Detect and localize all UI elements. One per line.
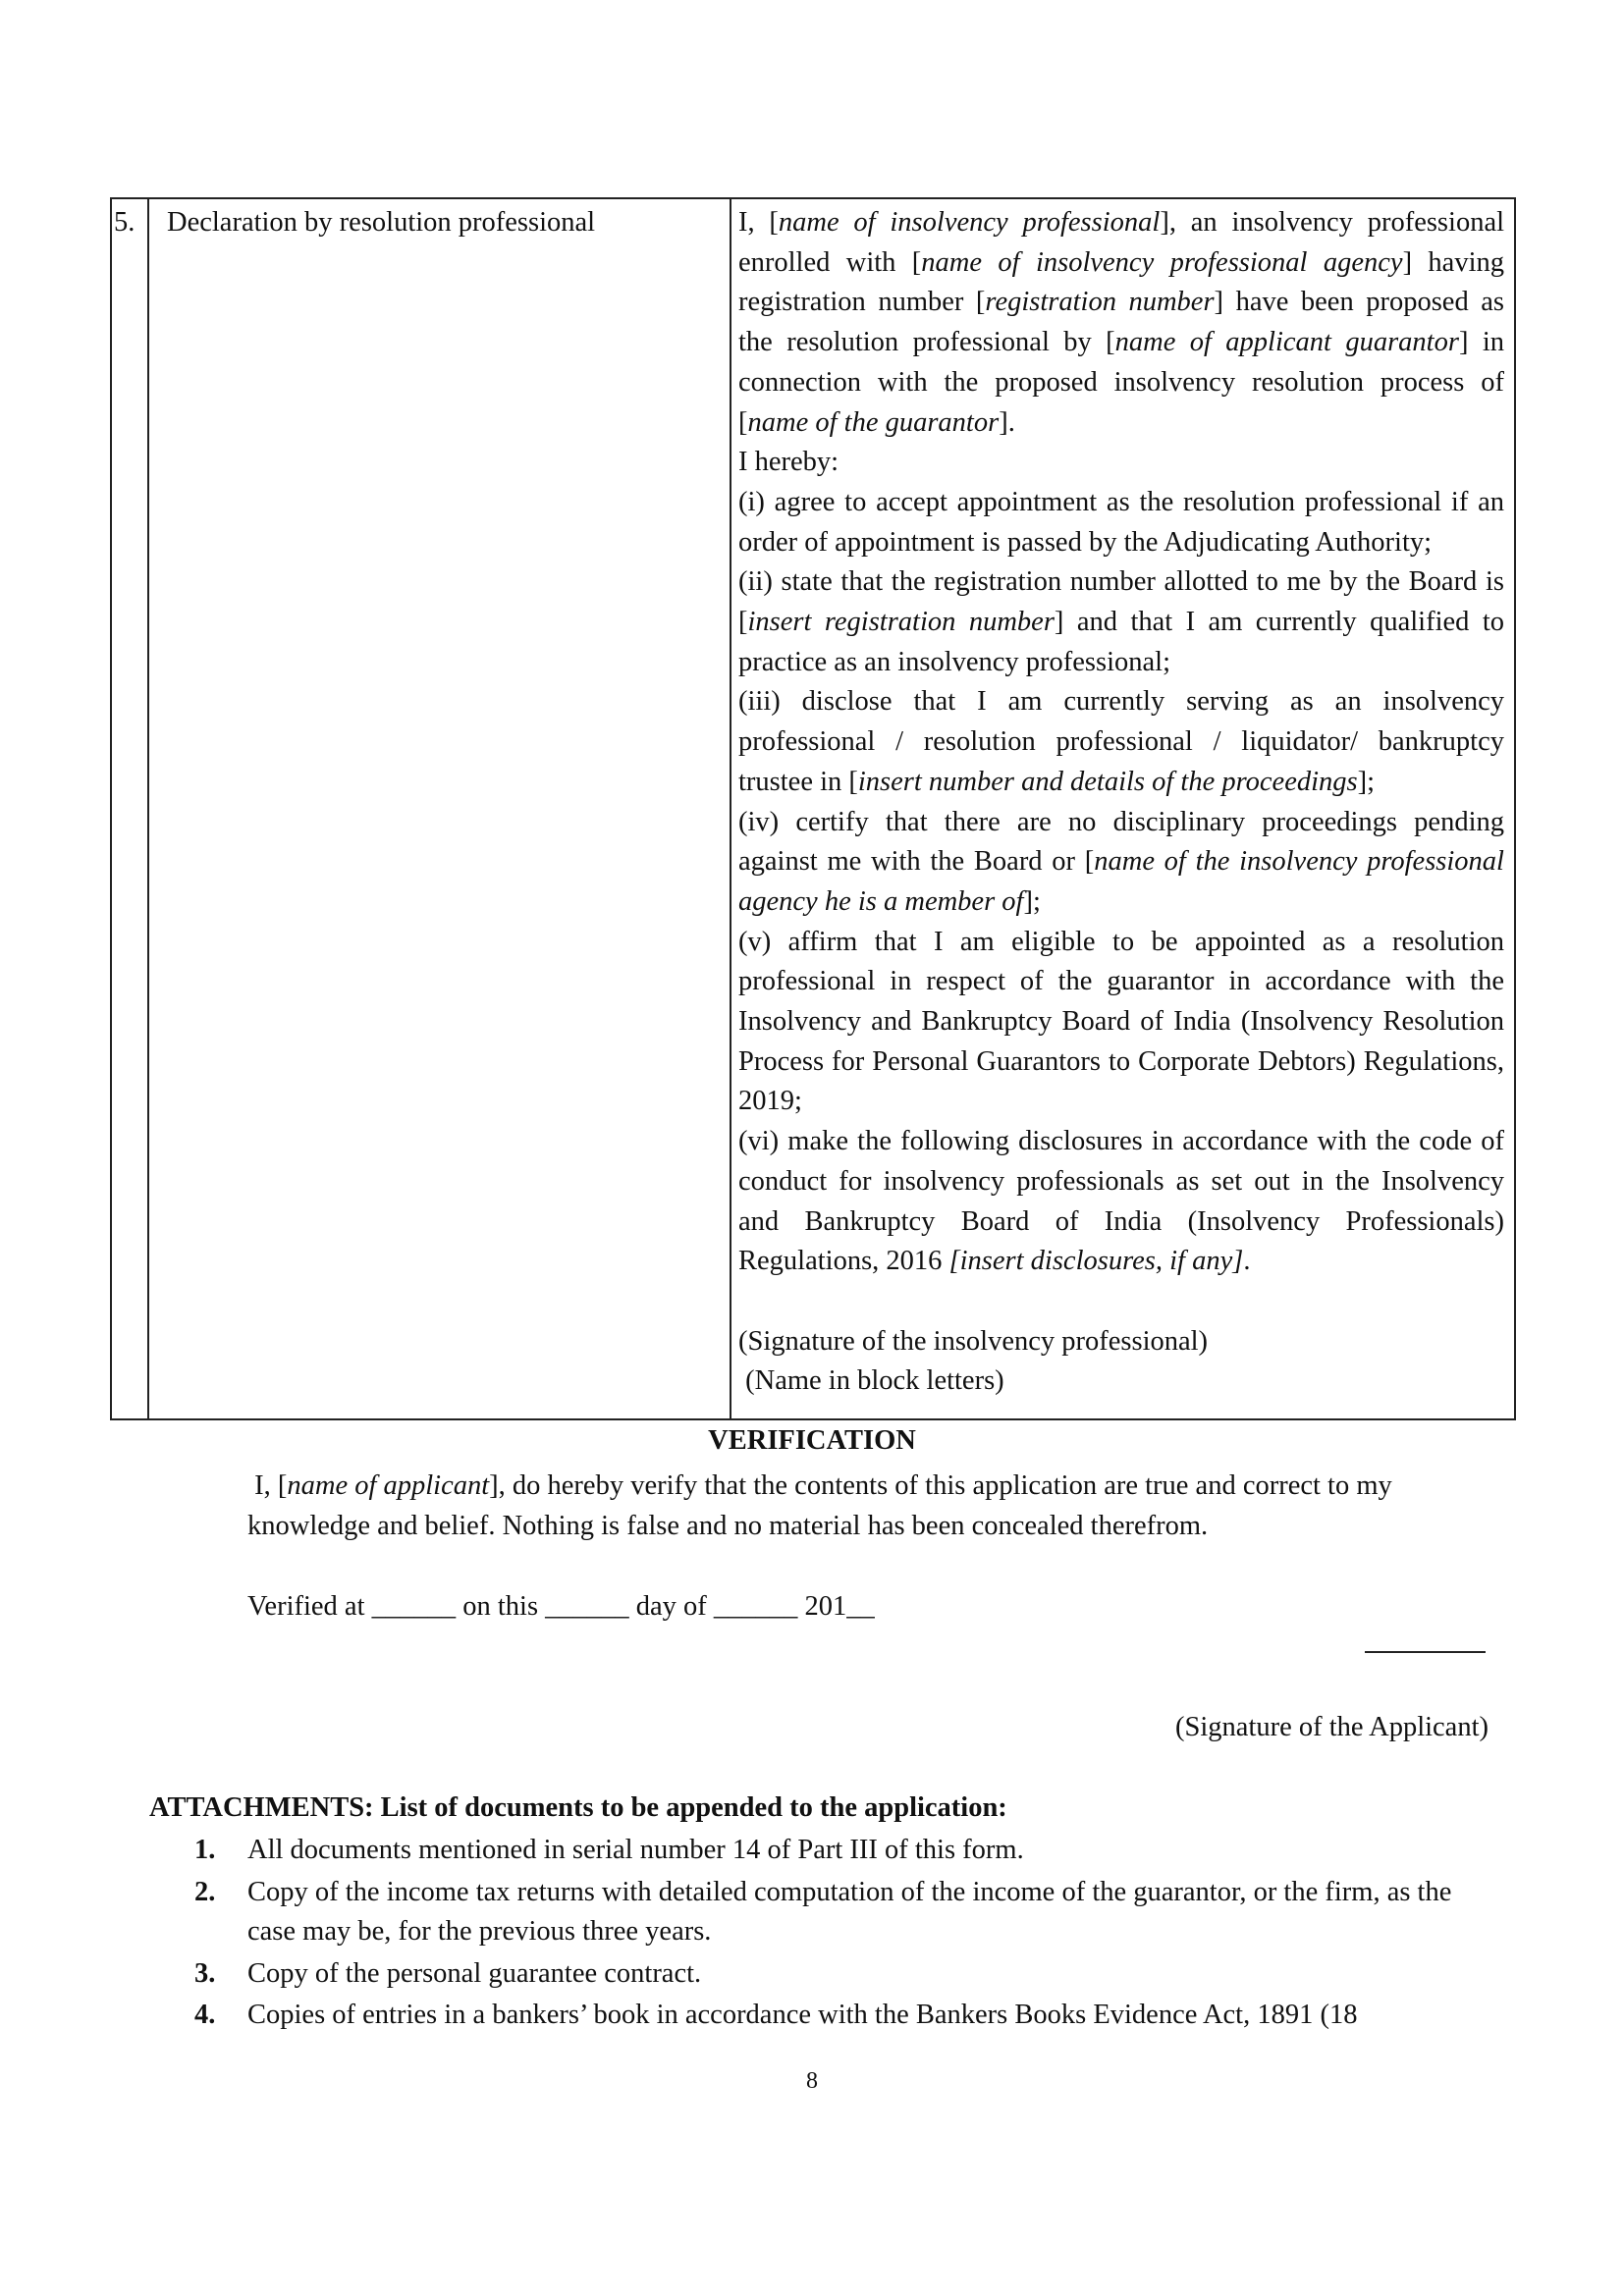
placeholder-text: insert number and details of the proceedings bbox=[857, 766, 1358, 797]
attachment-text: All documents mentioned in serial number 14 of Part III of this form. bbox=[247, 1835, 1024, 1865]
attachment-number: 3. bbox=[194, 1957, 216, 1989]
name-in-block-letters-label: (Name in block letters) bbox=[738, 1365, 1004, 1397]
text-run: (ii) state that the registration number allotted to me by the Board is [ bbox=[738, 566, 1504, 638]
declaration-clause bbox=[738, 483, 1504, 562]
declaration-clause bbox=[738, 562, 1504, 682]
placeholder-text: name of applicant bbox=[287, 1470, 490, 1501]
text-run: ] having registration number [ bbox=[738, 246, 1504, 318]
placeholder-text: registration number bbox=[985, 287, 1215, 318]
declaration-clause bbox=[738, 1122, 1504, 1282]
text-run: . bbox=[1243, 1246, 1251, 1277]
attachment-item bbox=[194, 1873, 1500, 1952]
placeholder-text: name of the guarantor bbox=[747, 406, 1000, 438]
attachment-number: 1. bbox=[194, 1835, 216, 1865]
professional-signature-label: (Signature of the insolvency professional) bbox=[738, 1325, 1209, 1357]
placeholder-text: insert registration number bbox=[747, 607, 1055, 638]
attachment-text: Copies of entries in a bankers’ book in accordance with the Bankers Books Evidence Act, 1891 (18 bbox=[247, 2000, 1358, 2030]
attachment-item bbox=[194, 1996, 1500, 2036]
declaration-table bbox=[110, 197, 1516, 1420]
attachment-item bbox=[194, 1954, 1500, 1995]
verification-statement bbox=[247, 1467, 1494, 1546]
attachment-number: 4. bbox=[194, 2000, 216, 2030]
placeholder-text: [insert disclosures, if any] bbox=[948, 1246, 1244, 1277]
attachments-heading: ATTACHMENTS: List of documents to be appended to the application: bbox=[149, 1792, 1007, 1823]
declaration-hereby: I hereby: bbox=[738, 447, 839, 478]
text-run: I, [ bbox=[738, 207, 779, 238]
field-label-cell bbox=[149, 199, 731, 1418]
verification-date-line: Verified at ______ on this ______ day of ______ 201__ bbox=[247, 1591, 875, 1622]
text-run: ]. bbox=[999, 406, 1015, 438]
attachment-text: Copy of the income tax returns with detailed computation of the income of the guarantor, or the firm, as the case may be, for the previous three years. bbox=[247, 1876, 1452, 1947]
text-run: ]; bbox=[1357, 766, 1376, 797]
text-run: ] have been proposed as the resolution professional by [ bbox=[738, 287, 1504, 358]
text-run: (iii) disclose that I am currently serving as an insolvency professional / resolution professional / liquidator/ bankruptcy trustee in [ bbox=[738, 686, 1504, 797]
placeholder-text: name of the insolvency professional agency he is a member of bbox=[738, 846, 1504, 917]
text-run: I, [ bbox=[247, 1470, 288, 1501]
placeholder-text: name of insolvency professional bbox=[778, 207, 1161, 238]
declaration-intro bbox=[738, 203, 1504, 443]
serial-number-cell bbox=[112, 199, 149, 1418]
text-run: ], an insolvency professional enrolled with [ bbox=[738, 207, 1505, 278]
text-run: ]; bbox=[1023, 885, 1041, 917]
attachment-text: Copy of the personal guarantee contract. bbox=[247, 1957, 702, 1989]
applicant-signature-label: (Signature of the Applicant) bbox=[1175, 1712, 1489, 1742]
applicant-signature-line bbox=[1365, 1651, 1486, 1653]
text-run: (vi) make the following disclosures in accordance with the code of conduct for insolvency professionals as set out in the Insolvency and Bankruptcy Board of India (Insolvency Professionals) Regulations, 2016 bbox=[738, 1126, 1504, 1277]
field-label: Declaration by resolution professional bbox=[167, 207, 596, 238]
declaration-body-cell bbox=[731, 199, 1514, 1418]
serial-number: 5. bbox=[114, 207, 135, 238]
declaration-clause bbox=[738, 682, 1504, 802]
text-run: (v) affirm that I am eligible to be appointed as a resolution professional in respect of the guarantor in accordance with the Insolvency and Bankruptcy Board of India (Insolvency Resolution Process for Personal Guarantors to Corporate Debtors) Regulations, 2019; bbox=[738, 926, 1504, 1117]
attachment-number: 2. bbox=[194, 1876, 216, 1907]
placeholder-text: name of applicant guarantor bbox=[1114, 327, 1459, 358]
text-run: (i) agree to accept appointment as the resolution professional if an order of appointment is passed by the Adjudicating Authority; bbox=[738, 486, 1504, 558]
attachments-list bbox=[194, 1831, 1500, 2038]
placeholder-text: name of insolvency professional agency bbox=[921, 246, 1403, 278]
declaration-clause bbox=[738, 923, 1504, 1123]
declaration-clause bbox=[738, 803, 1504, 923]
text-run: (iv) certify that there are no disciplinary proceedings pending against me with the Board or [ bbox=[738, 806, 1504, 878]
page-number: 8 bbox=[806, 2068, 818, 2094]
text-run: ] and that I am currently qualified to practice as an insolvency professional; bbox=[738, 607, 1505, 677]
attachment-item bbox=[194, 1831, 1500, 1871]
text-run: ], do hereby verify that the contents of this application are true and correct to my knowledge and belief. Nothing is false and no material has been concealed therefrom. bbox=[247, 1470, 1399, 1541]
verification-title: VERIFICATION bbox=[708, 1425, 916, 1456]
text-run: ] in connection with the proposed insolvency resolution process of [ bbox=[738, 327, 1504, 438]
